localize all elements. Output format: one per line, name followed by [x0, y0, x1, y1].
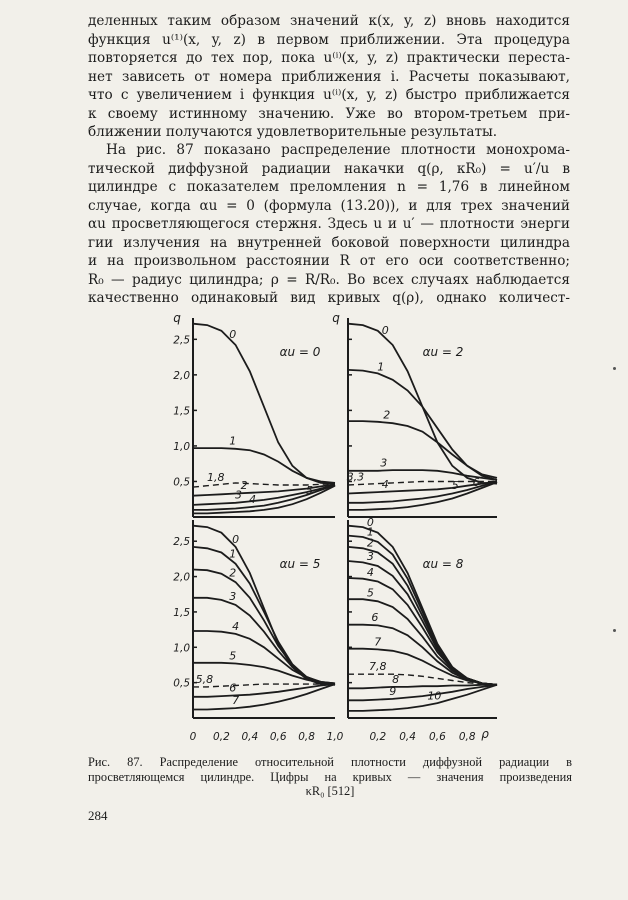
text-line: нет зависеть от номера приближения i. Расчеты показывают, [88, 68, 570, 85]
y-tick-label: 1,5 [173, 405, 190, 418]
text-line: цилиндре с показателем преломления n = 1,76 в линейном [88, 179, 570, 195]
curve-label: 5 [229, 649, 237, 663]
curve-label: 5,8 [195, 672, 214, 686]
y-tick-label: 2,0 [173, 369, 190, 382]
x-axis-label: ρ [481, 727, 489, 741]
text-line: функция u⁽¹⁾(x, y, z) в первом приближении. Эта процедура [88, 31, 570, 48]
y-axis-label: q [173, 311, 181, 325]
curve-label: 5 [451, 478, 459, 492]
x-tick-label: 0,4 [241, 731, 259, 743]
y-tick-label: 1,0 [173, 642, 190, 655]
curve-label: 3 [229, 589, 237, 603]
curve-label: 1 [229, 434, 237, 448]
curve-label: 7,8 [369, 660, 387, 674]
x-tick-label: 0,8 [458, 731, 476, 743]
text-line: αu просветляющегося стержня. Здесь u и u′ — плотности энерги [88, 216, 570, 232]
curve-label: 4 [366, 566, 374, 580]
text-line: случае, когда αu = 0 (формула (13.20)), и для трех значений [88, 197, 570, 214]
text-line: повторяется до тех пор, пока u⁽ⁱ⁾(x, y, z) практически переста- [88, 50, 570, 66]
curve-label: 5 [305, 483, 313, 497]
y-tick-label: 0,5 [173, 476, 190, 489]
curve-label: 2 [240, 479, 248, 493]
caption-line: κR₀ [512] [305, 784, 355, 798]
text-line: деленных таким образом значений κ(x, y, z) вновь находится [88, 13, 570, 29]
text-line: к своему истинному значению. Уже во втором-третьем при- [88, 105, 570, 122]
curve-label: 2 [383, 408, 391, 422]
curve-7-8 [348, 674, 497, 685]
curve-label: 3 [234, 488, 242, 502]
curve-label: 3,3 [346, 470, 365, 484]
y-tick-label: 0,5 [173, 677, 190, 690]
x-tick-label: 0 [189, 731, 197, 743]
text-line: гии излучения на внутренней боковой поверхности цилиндра [88, 234, 570, 251]
chart-panel [193, 520, 335, 718]
curve-label: 3 [366, 550, 374, 564]
curve-label: 4 [249, 492, 257, 506]
y-axis-label: q [332, 311, 340, 325]
text-line: R₀ — радиус цилиндра; ρ = R/R₀. Во всех случаях наблюдается [88, 271, 570, 288]
curve-label: 2 [366, 536, 374, 550]
curve-label: 0 [232, 532, 240, 546]
margin-dot [613, 367, 616, 370]
text-line: и на произвольном расстоянии R от его оси соответственно; [88, 253, 570, 269]
curve-label: 4 [381, 477, 389, 491]
curve-1 [348, 370, 497, 480]
caption-line: Рис. 87. Распределение относительной плотности диффузной радиации в [88, 755, 572, 769]
curve-label: 6 [472, 476, 480, 490]
x-tick-label: 0,4 [399, 731, 416, 743]
y-tick-label: 2,5 [173, 334, 190, 347]
caption-line: просветляющемся цилиндре. Цифры на кривых — значения произведения [88, 769, 572, 784]
curve-label: 1 [366, 525, 374, 539]
curve-5 [193, 663, 335, 684]
curve-label: 3 [380, 456, 388, 470]
curve-label: 2 [229, 566, 237, 580]
curve-4 [193, 485, 335, 510]
panel-title: αu = 0 [279, 345, 321, 359]
y-tick-label: 2,5 [173, 536, 190, 549]
curve-label: 4 [232, 619, 240, 633]
curve-label: 7 [232, 694, 240, 708]
curve-label: 0 [366, 515, 374, 529]
x-tick-label: 0,2 [213, 731, 230, 743]
text-line: качественно одинаковый вид кривых q(ρ), однако количест- [88, 290, 570, 306]
curve-4 [193, 631, 335, 683]
curve-label: 5 [366, 586, 374, 600]
panel-title: αu = 2 [422, 345, 464, 359]
curve-label: 10 [427, 689, 442, 703]
x-tick-label: 0,2 [369, 731, 387, 743]
curve-label: 1 [229, 547, 237, 561]
text-line: ближении получаются удовлетворительные результаты. [88, 124, 498, 140]
curve-label: 7 [374, 635, 382, 649]
text-line: На рис. 87 показано распределение плотности монохрома- [106, 142, 570, 158]
curve-label: 0 [381, 323, 389, 337]
panel-title: αu = 8 [422, 557, 464, 571]
curve-label: 8 [392, 672, 400, 686]
x-tick-label: 1,0 [326, 731, 344, 743]
x-tick-label: 0,6 [269, 731, 287, 743]
text-line: что с увеличением i функция u⁽ⁱ⁾(x, y, z) быстро приближается [88, 87, 570, 103]
figure-caption [88, 755, 572, 799]
margin-dot [613, 629, 616, 632]
panel-title: αu = 5 [279, 557, 321, 571]
curve-label: 6 [371, 611, 379, 625]
page-number: 284 [88, 808, 108, 823]
y-tick-label: 2,0 [173, 571, 190, 584]
curve-label: 0 [229, 328, 237, 342]
curve-label: 6 [229, 681, 237, 695]
x-tick-label: 0,8 [298, 731, 315, 743]
curve-label: 1,8 [206, 470, 225, 484]
x-tick-label: 0,6 [429, 731, 446, 743]
curve-label: 1 [377, 360, 385, 374]
y-tick-label: 1,5 [173, 606, 190, 619]
curve-label: 9 [389, 684, 397, 698]
y-tick-label: 1,0 [173, 440, 190, 453]
text-line: тической диффузной радиации накачки q(ρ, κR₀) = u′/u в [88, 160, 570, 177]
